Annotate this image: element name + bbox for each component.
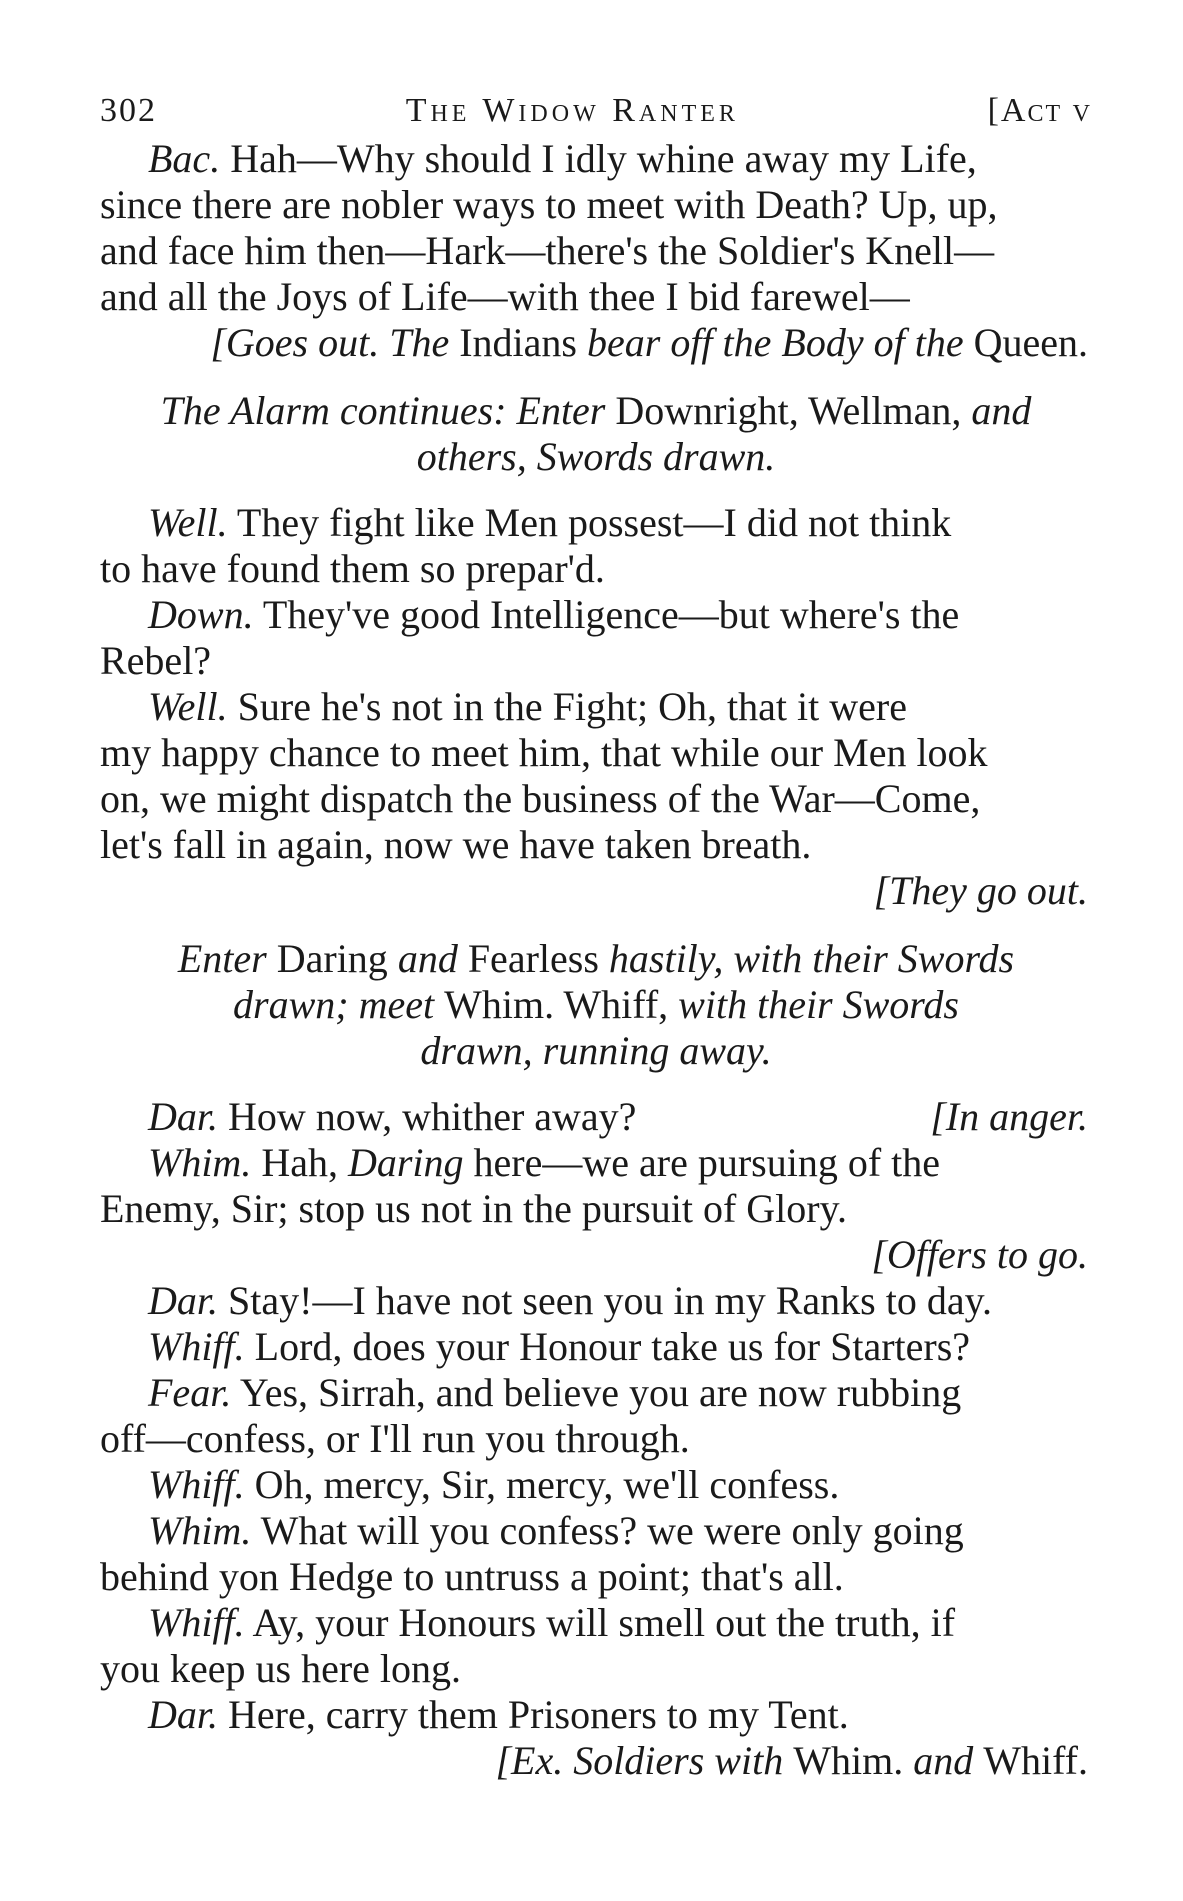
stage-direction: [Ex. Soldiers with Whim. and Whiff. (495, 1738, 1088, 1783)
speech-whiff: Whiff. Oh, mercy, Sir, mercy, we'll confess. (148, 1462, 840, 1507)
speaker-label: Dar. (148, 1094, 219, 1139)
speaker-label: Whiff. (148, 1600, 245, 1645)
page-number: 302 (100, 92, 157, 129)
speech-downright: Down. They've good Intelligence—but where's the Rebel? (100, 592, 960, 683)
speech-whiff: Whiff. Lord, does your Honour take us for Starters? (148, 1324, 971, 1369)
speaker-label: Whiff. (148, 1324, 245, 1369)
speech-daring: Dar. Stay!—I have not seen you in my Ranks to day. (148, 1278, 992, 1323)
speech-wellman: Well. Sure he's not in the Fight; Oh, that it were my happy chance to meet him, that while our Men look on, we might dispatch the business of the War—Come, let's fall in again, now we have taken breath. (100, 684, 988, 867)
speech-whimsey: Whim. What will you confess? we were only going behind yon Hedge to untruss a point; that's all. (100, 1508, 964, 1599)
speech-line: and all the Joys of Life—with thee I bid farewel— (100, 274, 910, 319)
running-header (100, 88, 1092, 134)
speech-daring: Dar. How now, whither away? [In anger. (100, 1094, 1092, 1140)
speech-fearless: Fear. Yes, Sirrah, and believe you are now rubbing off—confess, or I'll run you through. (100, 1370, 962, 1461)
running-title: The Widow Ranter (405, 92, 739, 129)
speech-whimsey: Whim. Hah, Daring here—we are pursuing of the Enemy, Sir; stop us not in the pursuit of Glory. (100, 1140, 941, 1231)
speaker-label: Whim. (148, 1508, 252, 1553)
speaker-label: Bac. (148, 136, 221, 181)
speaker-label: Dar. (148, 1278, 219, 1323)
speaker-label: Well. (148, 500, 228, 545)
speech-daring: Dar. Here, carry them Prisoners to my Tent. (148, 1692, 849, 1737)
speech-line: since there are nobler ways to meet with Death? Up, up, (100, 182, 998, 227)
speaker-label: Down. (148, 592, 254, 637)
stage-direction: [Goes out. The Indians bear off the Body of the Queen. (210, 320, 1088, 365)
speaker-label: Well. (148, 684, 228, 729)
stage-direction: [In anger. (930, 1094, 1088, 1139)
speaker-label: Whim. (148, 1140, 252, 1185)
stage-direction: [Offers to go. (871, 1232, 1088, 1277)
act-label: [Act v (987, 92, 1092, 129)
stage-direction: [They go out. (873, 868, 1088, 913)
speaker-label: Dar. (148, 1692, 219, 1737)
speech-bacon (100, 136, 1092, 320)
speaker-label: Fear. (148, 1370, 232, 1415)
speaker-label: Whiff. (148, 1462, 245, 1507)
speech-wellman: Well. They fight like Men possest—I did not think to have found them so prepar'd. (100, 500, 952, 591)
speech-line: Hah—Why should I idly whine away my Life, (230, 136, 977, 181)
speech-line: and face him then—Hark—there's the Soldier's Knell— (100, 228, 995, 273)
centered-stage-direction: The Alarm continues: Enter Downright, Wellman, and others, Swords drawn. (160, 388, 1032, 479)
book-page (100, 88, 1092, 1784)
centered-stage-direction: Enter Daring and Fearless hastily, with their Swords drawn; meet Whim. Whiff, with their Swords drawn, running away. (177, 936, 1015, 1073)
speech-whiff: Whiff. Ay, your Honours will smell out the truth, if you keep us here long. (100, 1600, 956, 1691)
